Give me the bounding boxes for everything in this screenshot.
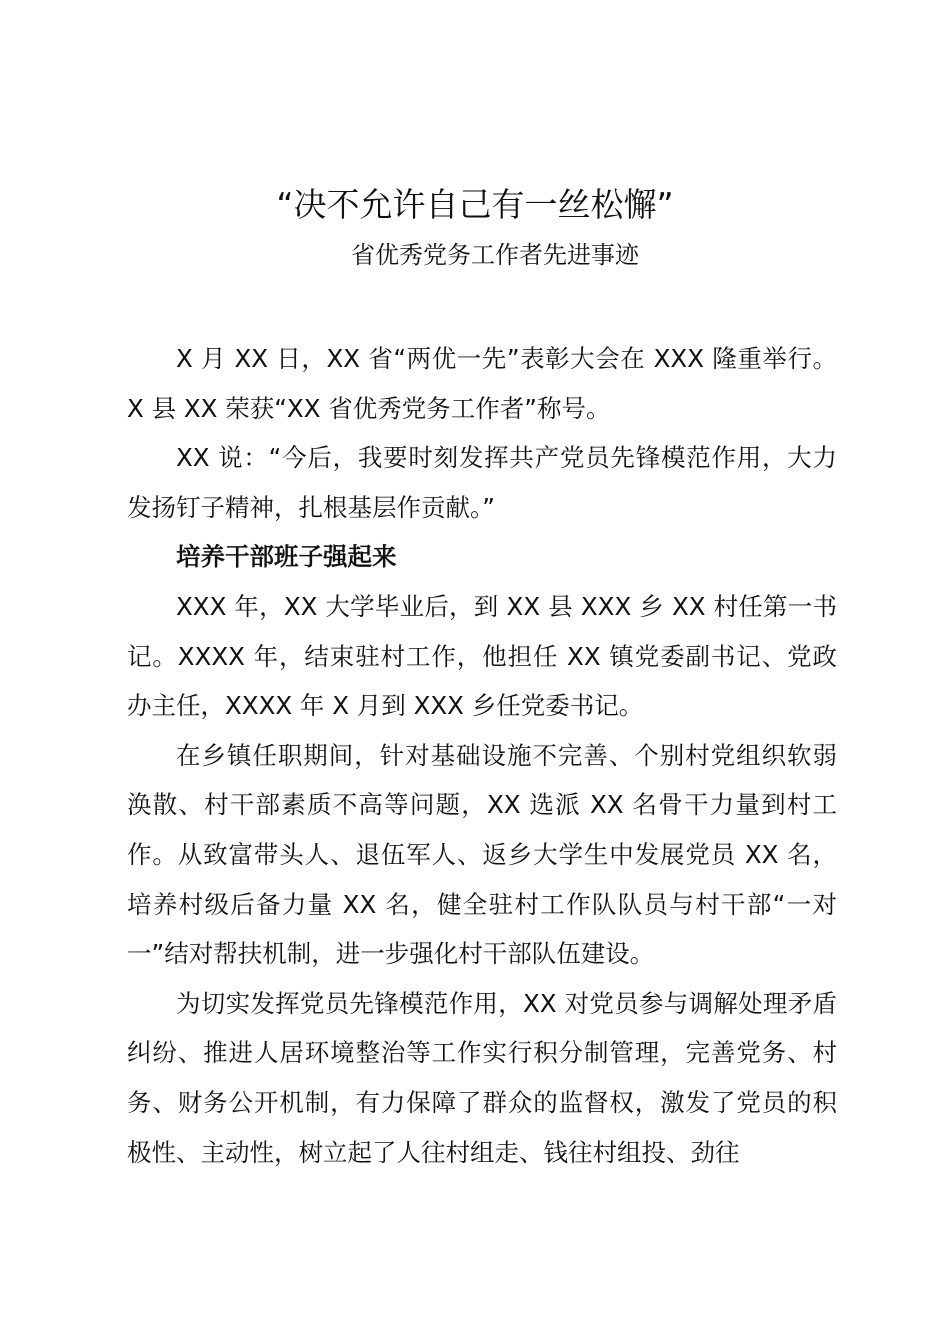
body-paragraph: 为切实发挥党员先锋模范作用，XX 对党员参与调解处理矛盾纠纷、推进人居环境整治等工作实行积分制管理，完善党务、村务、财务公开机制，有力保障了群众的监督权，激发了党员的积极性、主动性，树立起了人往村组走、钱往村组投、劲往 [127, 988, 837, 1167]
section-heading: 培养干部班子强起来 [176, 542, 397, 572]
body-paragraph: X 月 XX 日，XX 省“两优一先”表彰大会在 XXX 隆重举行。X 县 XX 荣获“XX 省优秀党务工作者”称号。 [127, 344, 837, 423]
body-paragraph: 在乡镇任职期间，针对基础设施不完善、个别村党组织软弱涣散、村干部素质不高等问题，XX 选派 XX 名骨干力量到村工作。从致富带头人、退伍军人、返乡大学生中发展党员 XX 名，培养村级后备力量 XX 名，健全驻村工作队队员与村干部“一对一”结对帮扶机制，进一步强化村干部队伍建设。 [127, 740, 837, 969]
body-paragraph: XXX 年，XX 大学毕业后，到 XX 县 XXX 乡 XX 村任第一书记。XXXX 年，结束驻村工作，他担任 XX 镇党委副书记、党政办主任，XXXX 年 X 月到 XXX 乡任党委书记。 [127, 591, 837, 721]
document-body [127, 334, 837, 1177]
document-title: “决不允许自己有一丝松懈” [276, 185, 674, 224]
body-paragraph: XX 说：“今后，我要时刻发挥共产党员先锋模范作用，大力发扬钉子精神，扎根基层作贡献。” [127, 443, 837, 522]
document-subtitle: 省优秀党务工作者先进事迹 [351, 241, 639, 269]
